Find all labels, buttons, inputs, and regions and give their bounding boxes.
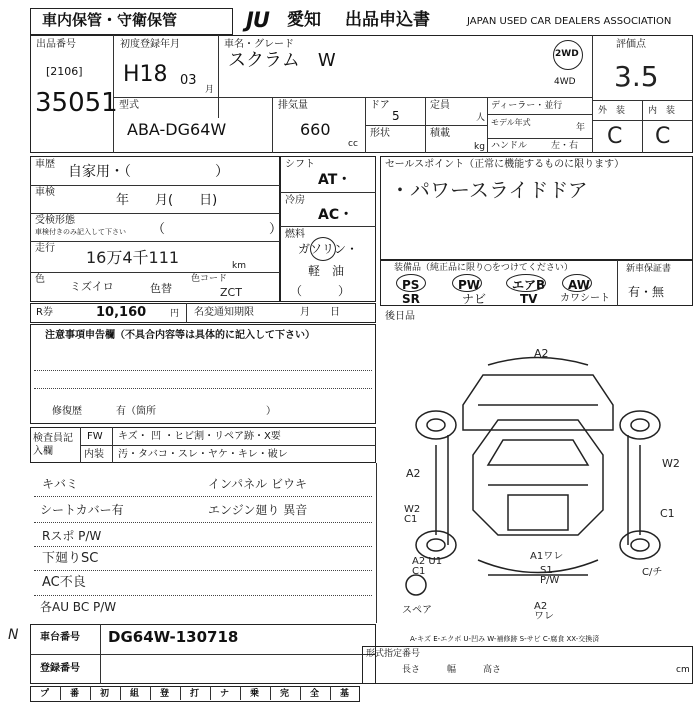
handwritten-note-7: AC不良 — [42, 575, 86, 590]
diagram-mark-left-mid: W2 C1 — [404, 504, 421, 525]
registration-year: H18 — [123, 62, 168, 87]
diagram-mark-left-low: A2 U1 C1 — [412, 556, 443, 577]
displacement-unit: cc — [348, 139, 358, 149]
warranty-value: 有・無 — [628, 285, 665, 299]
handle-label: ハンドル — [491, 141, 528, 151]
equipment-navi: ナビ — [462, 292, 487, 306]
fuel-diesel: 軽 油 — [308, 264, 345, 278]
model-name: スクラム W — [228, 50, 336, 71]
diagram-legend: A-キズ E-エクボ U-凹み W-補修跡 S-サビ C-腐食 XX-交換済 — [410, 635, 600, 643]
handwritten-note-4: エンジン廻り 異音 — [208, 503, 308, 517]
interior-grade: C — [655, 124, 671, 149]
reg-label: 登録番号 — [40, 663, 80, 674]
chassis-value: DG64W-130718 — [108, 628, 239, 646]
inspector-int-items: 汚・タバコ・スレ・ヤケ・キレ・破レ — [118, 449, 288, 460]
footer-cell: 基 — [340, 689, 350, 699]
model-year-label: モデル年式 — [491, 118, 531, 127]
inspection-label: 車検 — [35, 187, 55, 198]
diagram-mark-rear: S1 P/W — [540, 565, 560, 586]
repair-value: 有（箇所 ） — [116, 406, 276, 417]
lot-sub: [2106] — [46, 65, 83, 78]
dimension-unit: cm — [676, 665, 690, 675]
footer-cell: 組 — [130, 689, 140, 699]
type-value: ABA-DG64W — [127, 120, 227, 139]
chassis-label: 車台番号 — [40, 632, 80, 643]
lot-number: 35051 — [35, 88, 118, 118]
exterior-label: 外 装 — [598, 106, 626, 116]
four-wd-label: 4WD — [554, 77, 576, 87]
recycle-label: 後日品 — [385, 311, 415, 322]
footer-cell: プ — [40, 689, 50, 699]
handwritten-note-6: 下廻りSC — [42, 551, 99, 566]
selling-points-box — [380, 156, 693, 260]
equipment-pw: PW — [458, 278, 481, 292]
selling-points-label: セールスポイント（正常に機能するものに限ります） — [385, 159, 625, 170]
org-en-name: JAPAN USED CAR DEALERS ASSOCIATION — [467, 16, 672, 27]
lot-label: 出品番号 — [36, 39, 76, 50]
price-value: 10,160 — [96, 305, 147, 320]
notice-label: 名変通知期限 — [194, 307, 254, 318]
notice-value: 月 日 — [300, 307, 340, 318]
load-label: 積載 — [430, 128, 450, 139]
type-label: 型式 — [119, 100, 139, 111]
diagram-mark-right-low: C/チ — [642, 567, 663, 578]
handwritten-note-8: 各AU BC P/W — [40, 600, 117, 614]
ju-logo: JU — [246, 8, 269, 32]
registration-label: 初度登録年月 — [120, 39, 180, 50]
fuel-selected-circle — [310, 237, 336, 261]
equipment-airbag: エアB — [512, 278, 546, 292]
interior-label: 内 装 — [648, 106, 676, 116]
handle-options: 左・右 — [551, 141, 579, 151]
chassis-mark: N — [8, 627, 19, 643]
ac-label: 冷房 — [285, 195, 305, 206]
footer-cell: 乗 — [250, 689, 260, 699]
history-value: 自家用・（ ） — [68, 164, 229, 180]
footer-cell: 初 — [100, 689, 110, 699]
two-wd-label: 2WD — [555, 49, 579, 59]
receive-label: 受検形態 — [35, 215, 75, 226]
equipment-aw: AW — [568, 278, 590, 292]
diagram-mark-bottom: A2 ワレ — [534, 601, 554, 622]
fuel-label: 燃料 — [285, 229, 305, 240]
capacity-label: 定員 — [430, 100, 450, 111]
footer-cell: 全 — [310, 689, 320, 699]
model-label: 車名・グレード — [224, 39, 294, 50]
registration-month: 03 — [180, 73, 197, 88]
footer-cell: 番 — [70, 689, 80, 699]
diagram-mark-body: A1ワレ — [530, 551, 564, 562]
dimension-label: 形式指定番号 — [366, 649, 421, 659]
diagram-mark-left: A2 — [406, 467, 421, 480]
diagram-mark-spare: スペア — [402, 605, 432, 616]
ac-value: AC・ — [318, 207, 354, 223]
handwritten-note-2: インパネル ビウキ — [208, 477, 307, 491]
shape-label: 形状 — [370, 128, 390, 139]
diagram-mark-right: W2 — [662, 457, 680, 470]
selling-points-text: ・パワースライドドア — [390, 178, 588, 202]
shift-value: AT・ — [318, 172, 352, 188]
receive-sub: 車検付きのみ記入して下さい — [35, 228, 126, 236]
shift-label: シフト — [285, 159, 315, 170]
inspection-value: 年 月( 日) — [116, 193, 218, 208]
model-year-unit: 年 — [576, 123, 586, 133]
dimension-row: 長さ 幅 高さ — [402, 665, 502, 675]
color-label: 色 — [35, 274, 45, 285]
color-code-value: ZCT — [220, 286, 242, 299]
inspector-fw: FW — [87, 431, 103, 442]
fuel-other: （ ） — [290, 284, 351, 298]
registration-unit: 月 — [205, 85, 215, 95]
dealer-label: ディーラー・並行 — [491, 101, 563, 111]
inspector-label: 検査員記入欄 — [33, 433, 73, 457]
price-label: R券 — [36, 307, 53, 318]
capacity-unit: 人 — [476, 113, 486, 123]
footer-cell: 登 — [160, 689, 170, 699]
score-value: 3.5 — [614, 60, 659, 93]
exterior-grade: C — [607, 124, 623, 149]
equipment-seat: カワシート — [560, 293, 610, 304]
receive-value: （ ） — [152, 222, 283, 237]
history-label: 車歴 — [35, 159, 55, 170]
footer-cell: 完 — [280, 689, 290, 699]
diagram-mark-top: A2 — [534, 347, 549, 360]
org-name: 愛知 — [287, 10, 321, 30]
handwritten-note-3: シートカバー有 — [40, 503, 124, 517]
door-value: 5 — [392, 109, 400, 123]
price-unit: 円 — [170, 309, 180, 319]
inspector-fw-items: キズ・ 凹 ・ヒビ割・リペア跡・X要 — [118, 431, 281, 442]
color-code-label: 色コード — [191, 274, 228, 284]
displacement-value: 660 — [300, 120, 331, 139]
equipment-tv: TV — [520, 292, 538, 306]
notes-label: 注意事項申告欄（不具合内容等は具体的に記入して下さい） — [45, 330, 315, 341]
equipment-sr: SR — [402, 292, 420, 306]
door-label: ドア — [370, 100, 390, 111]
color-value: ミズイロ — [70, 280, 114, 293]
footer-cell: 打 — [190, 689, 200, 699]
fuel-options: ガソリン・ — [298, 242, 359, 256]
repair-label: 修復歴 — [52, 406, 82, 417]
mileage-unit: km — [232, 261, 246, 271]
equipment-ps: PS — [402, 278, 420, 292]
color-change-label: 色替 — [150, 282, 172, 295]
diagram-mark-right-mid: C1 — [660, 507, 675, 520]
score-label: 評価点 — [616, 39, 646, 50]
load-unit: kg — [474, 142, 485, 152]
form-title: 出品申込書 — [345, 10, 430, 30]
footer-cell: ナ — [220, 689, 230, 699]
handwritten-note-1: キバミ — [42, 477, 79, 491]
equipment-label: 装備品（純正品に限り○をつけてください） — [394, 263, 573, 273]
inspector-int: 内装 — [84, 449, 104, 460]
handwritten-note-5: Rスポ P/W — [42, 529, 102, 543]
mileage-label: 走行 — [35, 243, 55, 254]
warranty-label: 新車保証書 — [626, 264, 672, 274]
storage-label: 車内保管・守衛保管 — [42, 11, 178, 29]
displacement-label: 排気量 — [278, 100, 308, 111]
mileage-value: 16万4千111 — [86, 248, 180, 267]
